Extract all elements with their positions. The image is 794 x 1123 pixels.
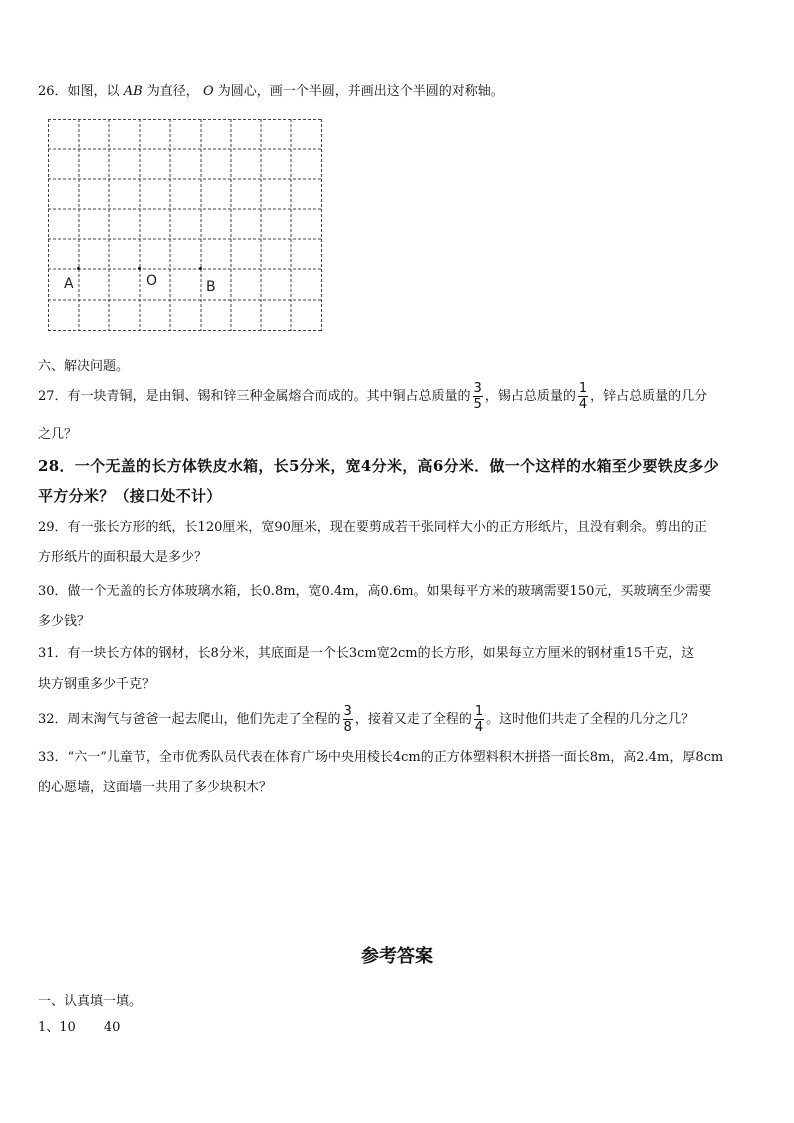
q32-frac2-num: 1: [474, 704, 484, 719]
q27-frac1-num: 3: [473, 381, 482, 396]
q26-text: [38, 84, 758, 100]
q27-frac1: [473, 381, 483, 412]
answer-1-label: 1、10: [38, 1020, 76, 1035]
answers-title: 参考答案: [361, 946, 433, 967]
point-a-dot: [77, 267, 80, 270]
q27-frac1-den: 5: [473, 397, 482, 412]
answers-section1: 一、认真填一填。: [38, 994, 143, 1009]
point-a-label: A: [64, 276, 74, 292]
answer-1: [38, 1020, 758, 1036]
q31-line2: 块方钢重多少千克？: [38, 677, 156, 692]
q28-line2: 平方分米？（接口处不计）: [38, 487, 222, 505]
q30-line2: 多少钱？: [38, 614, 91, 629]
q32-part3: 。这时他们共走了全程的几分之几？: [486, 712, 695, 727]
q27-frac2-den: 4: [578, 397, 588, 412]
q26-o: O: [202, 84, 214, 99]
q27-frac2: [578, 381, 588, 412]
q27-part1: 27．有一块青铜，是由铜、锡和锌三种金属熔合而成的。其中铜占总质量的: [38, 389, 471, 404]
q32-line: [38, 704, 758, 736]
q26-ab: AB: [123, 84, 143, 99]
answer-1-value: 40: [103, 1020, 121, 1035]
q27-line2: 之几？: [38, 427, 78, 442]
q26-text-a: 如图，以: [67, 84, 120, 99]
grid-svg: [48, 119, 322, 331]
q27-line1: [38, 381, 758, 413]
q27-part3: ，锌占总质量的几分: [590, 389, 708, 404]
point-b-dot: [199, 267, 202, 270]
q28-line1: 28．一个无盖的长方体铁皮水箱，长5分米，宽4分米，高6分米．做一个这样的水箱至少要铁皮多少: [38, 457, 719, 475]
q26-text-c: 为圆心，画一个半圆，并画出这个半圆的对称轴。: [217, 84, 504, 99]
dashed-grid: [48, 119, 322, 331]
q32-part2: ，接着又走了全程的: [354, 712, 472, 727]
section6-title: 六、解决问题。: [38, 359, 130, 374]
q32-frac2: [474, 704, 484, 735]
q32-frac2-den: 4: [474, 720, 484, 735]
q32-frac1-den: 8: [343, 720, 352, 735]
q29-line2: 方形纸片的面积最大是多少？: [38, 550, 208, 565]
q26-text-b: 为直径，: [146, 84, 199, 99]
q27-frac2-num: 1: [578, 381, 588, 396]
q33-line2: 的心愿墙，这面墙一共用了多少块积木？: [38, 780, 273, 795]
point-b-label: B: [206, 279, 216, 295]
q32-part1: 32．周末淘气与爸爸一起去爬山，他们先走了全程的: [38, 712, 341, 727]
q32-frac1-num: 3: [343, 704, 352, 719]
point-o-dot: [138, 267, 141, 270]
q33-line1: 33．“六一”儿童节，全市优秀队员代表在体育广场中央用棱长4cm的正方体塑料积木拼搭一面长8m，高2.4m，厚8cm: [38, 750, 724, 765]
q32-frac1: [343, 704, 353, 735]
q31-line1: 31．有一块长方体的钢材，长8分米，其底面是一个长3cm宽2cm的长方形，如果每立方厘米的钢材重15千克，这: [38, 646, 695, 661]
q26-number: 26．: [38, 84, 68, 99]
point-o-label: O: [146, 273, 158, 289]
q30-line1: 30．做一个无盖的长方体玻璃水箱，长0.8m，宽0.4m，高0.6m。如果每平方米的玻璃需要150元，买玻璃至少需要: [38, 584, 712, 599]
q27-part2: ，锡占总质量的: [484, 389, 576, 404]
q29-line1: 29．有一张长方形的纸，长120厘米，宽90厘米，现在要剪成若干张同样大小的正方形纸片，且没有剩余。剪出的正: [38, 520, 707, 535]
